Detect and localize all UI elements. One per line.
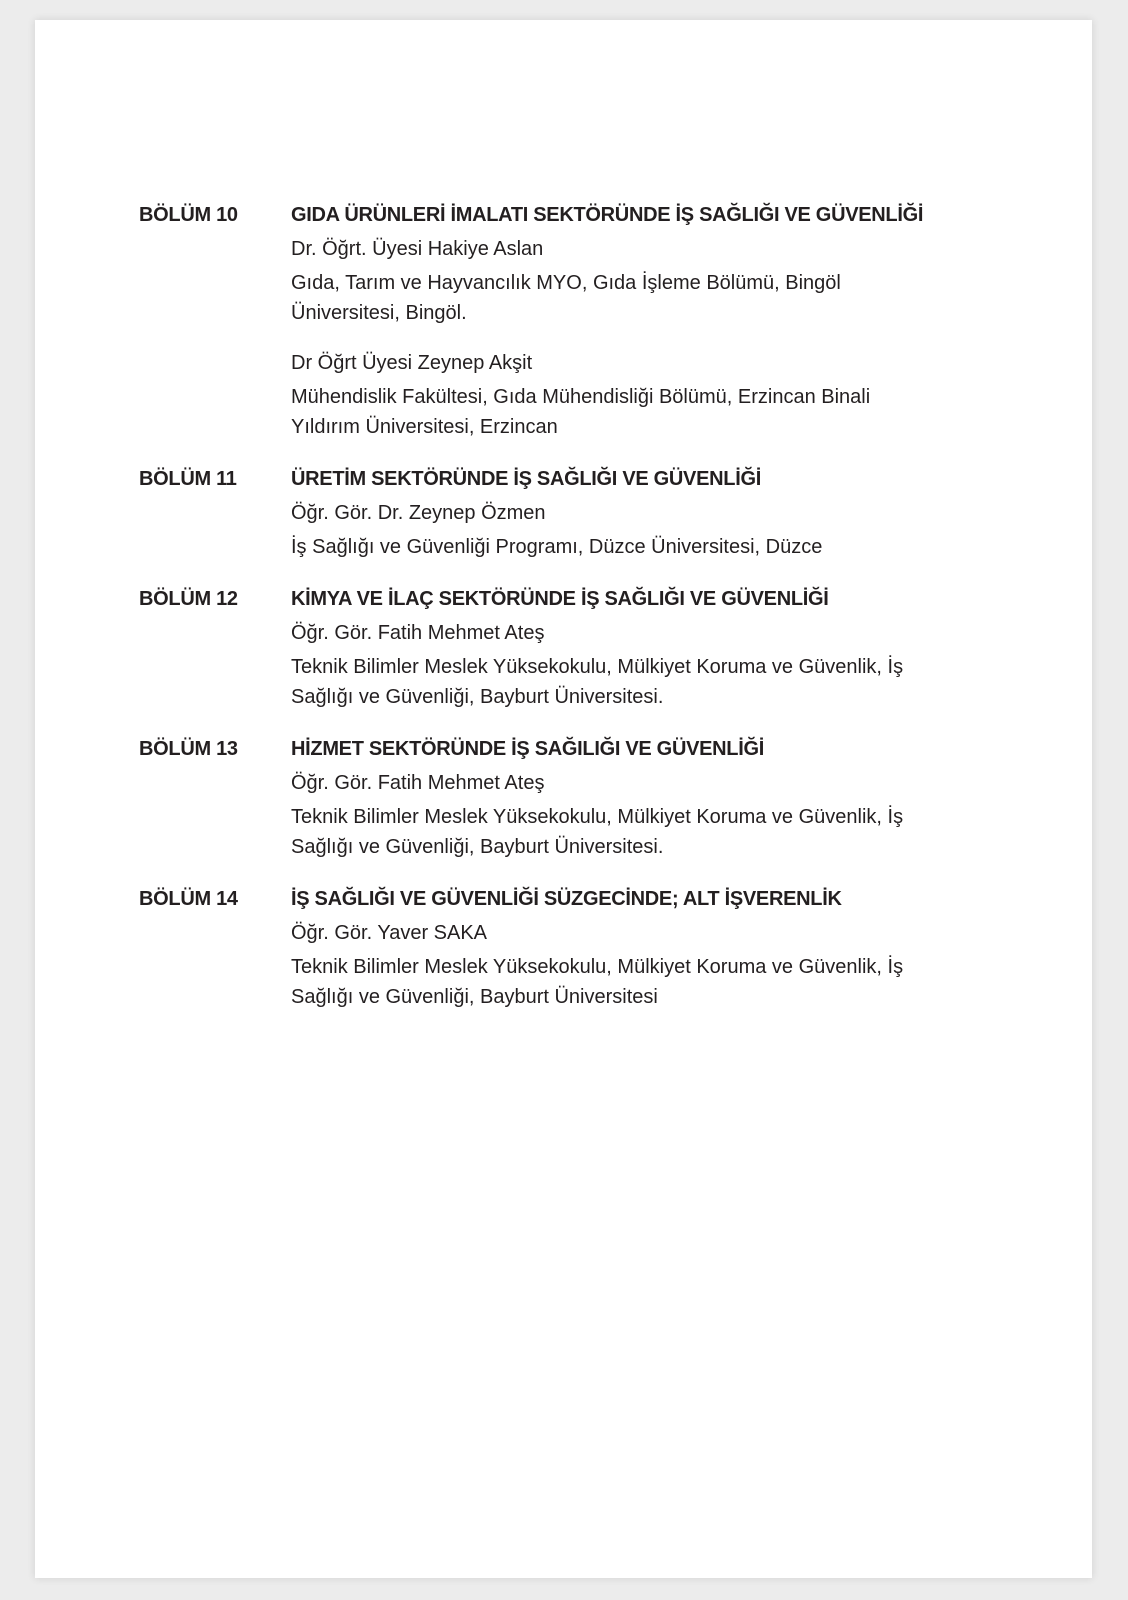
chapter-entry [139, 464, 999, 562]
chapter-details [291, 200, 999, 442]
author-name: Öğr. Gör. Fatih Mehmet Ateş [291, 772, 545, 794]
author-affiliation [291, 382, 999, 442]
chapter-title: ÜRETİM SEKTÖRÜNDE İŞ SAĞLIĞI VE GÜVENLİĞİ [291, 468, 761, 490]
author-block [291, 234, 999, 328]
author-name: Öğr. Gör. Dr. Zeynep Özmen [291, 502, 546, 524]
author-block [291, 348, 999, 442]
affiliation-line: Yıldırım Üniversitesi, Erzincan [291, 416, 558, 438]
author-affiliation [291, 802, 999, 862]
chapter-details [291, 884, 999, 1012]
chapter-entry [139, 884, 999, 1012]
chapter-details [291, 734, 999, 862]
author-name: Dr. Öğrt. Üyesi Hakiye Aslan [291, 238, 544, 260]
affiliation-line: İş Sağlığı ve Güvenliği Programı, Düzce Üniversitesi, Düzce [291, 536, 823, 558]
chapter-title: İŞ SAĞLIĞI VE GÜVENLİĞİ SÜZGECİNDE; ALT İŞVERENLİK [291, 888, 842, 910]
affiliation-line: Sağlığı ve Güvenliği, Bayburt Üniversitesi. [291, 836, 664, 858]
affiliation-line: Teknik Bilimler Meslek Yüksekokulu, Mülkiyet Koruma ve Güvenlik, İş [291, 656, 904, 678]
author-affiliation [291, 652, 999, 712]
author-block [291, 918, 999, 1012]
author-name: Öğr. Gör. Yaver SAKA [291, 922, 488, 944]
document-page [35, 20, 1092, 1578]
chapter-details [291, 464, 999, 562]
author-name: Öğr. Gör. Fatih Mehmet Ateş [291, 622, 545, 644]
affiliation-line: Gıda, Tarım ve Hayvancılık MYO, Gıda İşleme Bölümü, Bingöl [291, 272, 841, 294]
chapter-entry [139, 584, 999, 712]
affiliation-line: Üniversitesi, Bingöl. [291, 302, 467, 324]
author-block [291, 618, 999, 712]
author-affiliation [291, 268, 999, 328]
chapter-entry [139, 200, 999, 442]
affiliation-line: Teknik Bilimler Meslek Yüksekokulu, Mülkiyet Koruma ve Güvenlik, İş [291, 806, 904, 828]
affiliation-line: Teknik Bilimler Meslek Yüksekokulu, Mülkiyet Koruma ve Güvenlik, İş [291, 956, 904, 978]
chapter-number: BÖLÜM 13 [139, 738, 238, 760]
chapter-title: HİZMET SEKTÖRÜNDE İŞ SAĞILIĞI VE GÜVENLİĞİ [291, 738, 764, 760]
author-block [291, 768, 999, 862]
affiliation-line: Mühendislik Fakültesi, Gıda Mühendisliği Bölümü, Erzincan Binali [291, 386, 871, 408]
chapter-entry [139, 734, 999, 862]
chapter-title: KİMYA VE İLAÇ SEKTÖRÜNDE İŞ SAĞLIĞI VE GÜVENLİĞİ [291, 588, 829, 610]
chapter-number: BÖLÜM 11 [139, 468, 237, 490]
affiliation-line: Sağlığı ve Güvenliği, Bayburt Üniversitesi [291, 986, 658, 1008]
chapter-number: BÖLÜM 10 [139, 204, 238, 226]
table-of-contents [139, 200, 999, 1034]
author-affiliation [291, 952, 999, 1012]
chapter-details [291, 584, 999, 712]
author-name: Dr Öğrt Üyesi Zeynep Akşit [291, 352, 533, 374]
author-block [291, 498, 999, 562]
chapter-number: BÖLÜM 12 [139, 588, 238, 610]
author-affiliation [291, 532, 999, 562]
chapter-number: BÖLÜM 14 [139, 888, 238, 910]
chapter-title: GIDA ÜRÜNLERİ İMALATI SEKTÖRÜNDE İŞ SAĞLIĞI VE GÜVENLİĞİ [291, 204, 924, 226]
affiliation-line: Sağlığı ve Güvenliği, Bayburt Üniversitesi. [291, 686, 664, 708]
